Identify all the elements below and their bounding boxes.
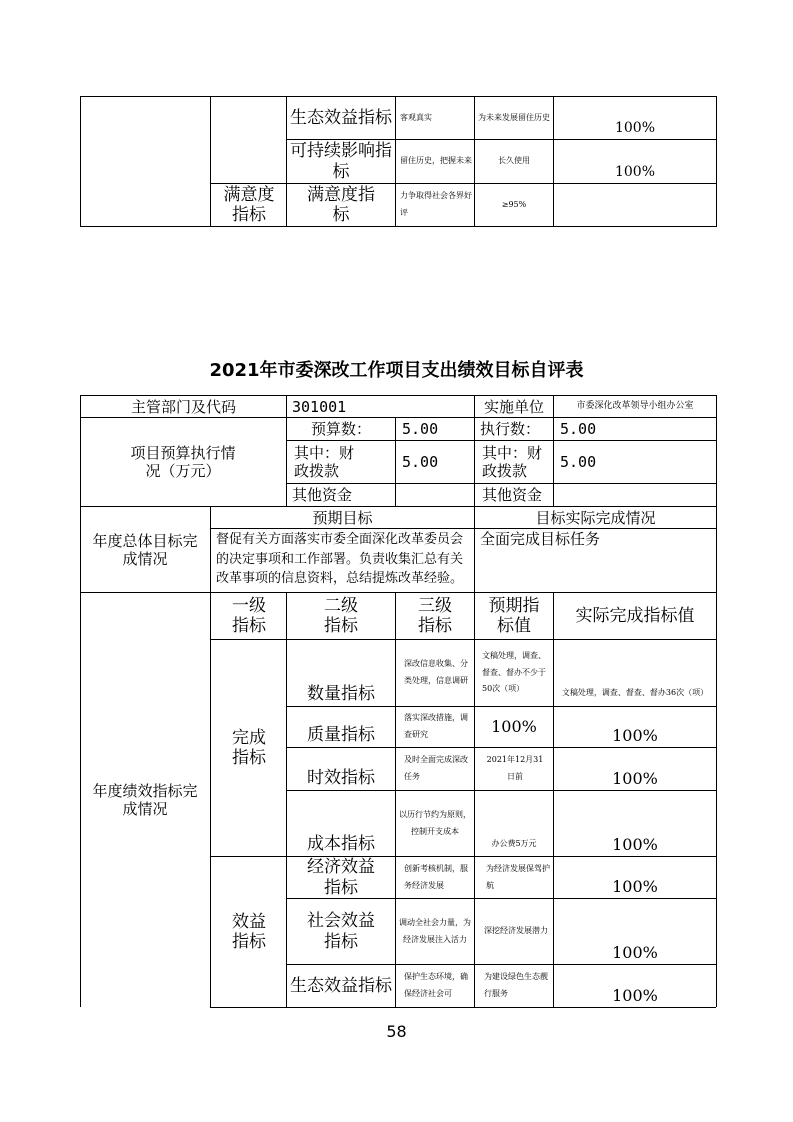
header-expected: 预期指标值: [488, 595, 540, 636]
page-number: 58: [386, 1022, 407, 1041]
budget-num: 5.00: [402, 420, 439, 438]
top-row2-secondary: 可持续影响指标: [290, 141, 392, 182]
top-row3-tertiary: 力争取得社会各界好评: [400, 191, 472, 217]
top-row3-primary: 满意度指标: [223, 184, 275, 225]
grid-line: [395, 417, 396, 506]
grid-line: [716, 395, 717, 1007]
row-expected-quantity: 文稿处理，调查、督查、督办不少于50次（项）: [482, 650, 546, 694]
group-benefit: 效益指标: [232, 911, 266, 952]
dept-label: 主管部门及代码: [130, 397, 236, 416]
grid-line: [210, 1007, 716, 1008]
among-value-2: 5.00: [560, 453, 597, 471]
expected-goal-text: 督促有关方面落实市委全面深化改革委员会的决定事项和工作部署。负责收集汇总有关改革事项的信息资料，总结提炼改革经验。: [216, 532, 464, 586]
row-expected-quality: 100%: [491, 717, 537, 737]
row-expected-economic: 为经济发展保驾护航: [486, 863, 550, 890]
other-label: 其他资金: [292, 486, 353, 504]
row-secondary-social: 社会效益指标: [307, 911, 375, 952]
row-secondary-timeliness: 时效指标: [307, 767, 375, 788]
grid-line: [210, 528, 716, 529]
top-row1-secondary: 生态效益指标: [290, 107, 392, 128]
header-secondary: 二级指标: [324, 595, 358, 636]
among-label: 其中：财政拨款: [294, 444, 355, 480]
row-secondary-ecological: 生态效益指标: [290, 975, 392, 996]
top-row1-tertiary: 客观真实: [400, 112, 432, 122]
grid-line: [80, 226, 716, 227]
actual-goal-text: 全面完成目标任务: [480, 530, 601, 548]
row-expected-cost: 办公费5万元: [491, 839, 537, 849]
exec-num-label: 执行数：: [480, 420, 541, 438]
perf-label: 年度绩效指标完成情况: [92, 782, 198, 818]
top-row2-tertiary: 留住历史，把握未来: [400, 156, 472, 166]
grid-line: [716, 96, 717, 227]
row-expected-timeliness: 2021年12月31日前: [486, 755, 544, 781]
top-row2-actual: 100%: [614, 164, 656, 181]
page-title: 2021年市委深改工作项目支出绩效目标自评表: [209, 360, 584, 381]
budget-num-label: 预算数：: [310, 420, 371, 438]
grid-line: [80, 96, 81, 227]
other-label-2: 其他资金: [482, 486, 543, 504]
top-row2-expected: 长久使用: [498, 156, 530, 166]
budget-label: 项目预算执行情况（万元）: [130, 444, 236, 480]
row-actual-cost: 100%: [612, 834, 658, 854]
grid-line: [210, 96, 211, 227]
row-expected-ecological: 为建设绿色生态靓行服务: [484, 972, 548, 998]
row-tertiary-quantity: 深改信息收集、分类处理，信息调研: [404, 659, 468, 685]
row-actual-ecological: 100%: [612, 985, 658, 1005]
header-tertiary: 三级指标: [418, 595, 452, 636]
grid-line: [395, 592, 396, 1007]
row-tertiary-cost: 以历行节约为原则，控制开支成本: [399, 809, 471, 836]
row-tertiary-quality: 落实深改措施，调查研究: [404, 713, 468, 739]
grid-line: [210, 592, 211, 1007]
row-actual-timeliness: 100%: [612, 768, 658, 788]
among-label-2: 其中：财政拨款: [482, 444, 543, 480]
row-tertiary-social: 调动全社会力量，为经济发展注入活力: [399, 917, 471, 944]
expected-goal-header: 预期目标: [312, 508, 373, 527]
exec-num: 5.00: [560, 420, 597, 438]
top-row3-secondary: 满意度指标: [307, 184, 375, 225]
top-row1-expected: 为未来发展留住历史: [478, 112, 550, 122]
row-tertiary-economic: 创新考核机制，服务经济发展: [404, 863, 468, 890]
row-tertiary-ecological: 保护生态环境，确保经济社会可: [404, 972, 468, 998]
row-secondary-quantity: 数量指标: [307, 683, 375, 704]
row-secondary-cost: 成本指标: [307, 833, 375, 854]
grid-line: [474, 96, 475, 227]
impl-label: 实施单位: [483, 397, 544, 416]
dept-code: 301001: [292, 397, 347, 416]
row-expected-social: 深挖经济发展潜力: [484, 926, 548, 936]
top-row3-expected: ≥95%: [501, 199, 527, 209]
grid-line: [286, 96, 287, 227]
row-secondary-quality: 质量指标: [307, 724, 375, 745]
annual-goal-label: 年度总体目标完成情况: [92, 531, 198, 568]
actual-goal-header: 目标实际完成情况: [535, 508, 656, 527]
grid-line: [286, 395, 287, 417]
header-primary: 一级指标: [232, 595, 266, 636]
row-actual-quantity: 文稿处理，调查、督查、督办36次（项）: [561, 688, 709, 698]
among-value: 5.00: [402, 453, 439, 471]
grid-line: [80, 395, 81, 1007]
top-row1-actual: 100%: [614, 120, 656, 137]
row-actual-economic: 100%: [612, 876, 658, 896]
row-actual-social: 100%: [612, 942, 658, 962]
row-secondary-economic: 经济效益指标: [307, 857, 375, 898]
impl-value: 市委深化改革领导小组办公室: [576, 401, 694, 412]
group-completion: 完成指标: [232, 727, 266, 768]
row-tertiary-timeliness: 及时全面完成深改任务: [404, 755, 468, 781]
header-actual: 实际完成指标值: [575, 605, 695, 626]
row-actual-quality: 100%: [612, 725, 658, 745]
top-row3-actual: [554, 184, 716, 226]
